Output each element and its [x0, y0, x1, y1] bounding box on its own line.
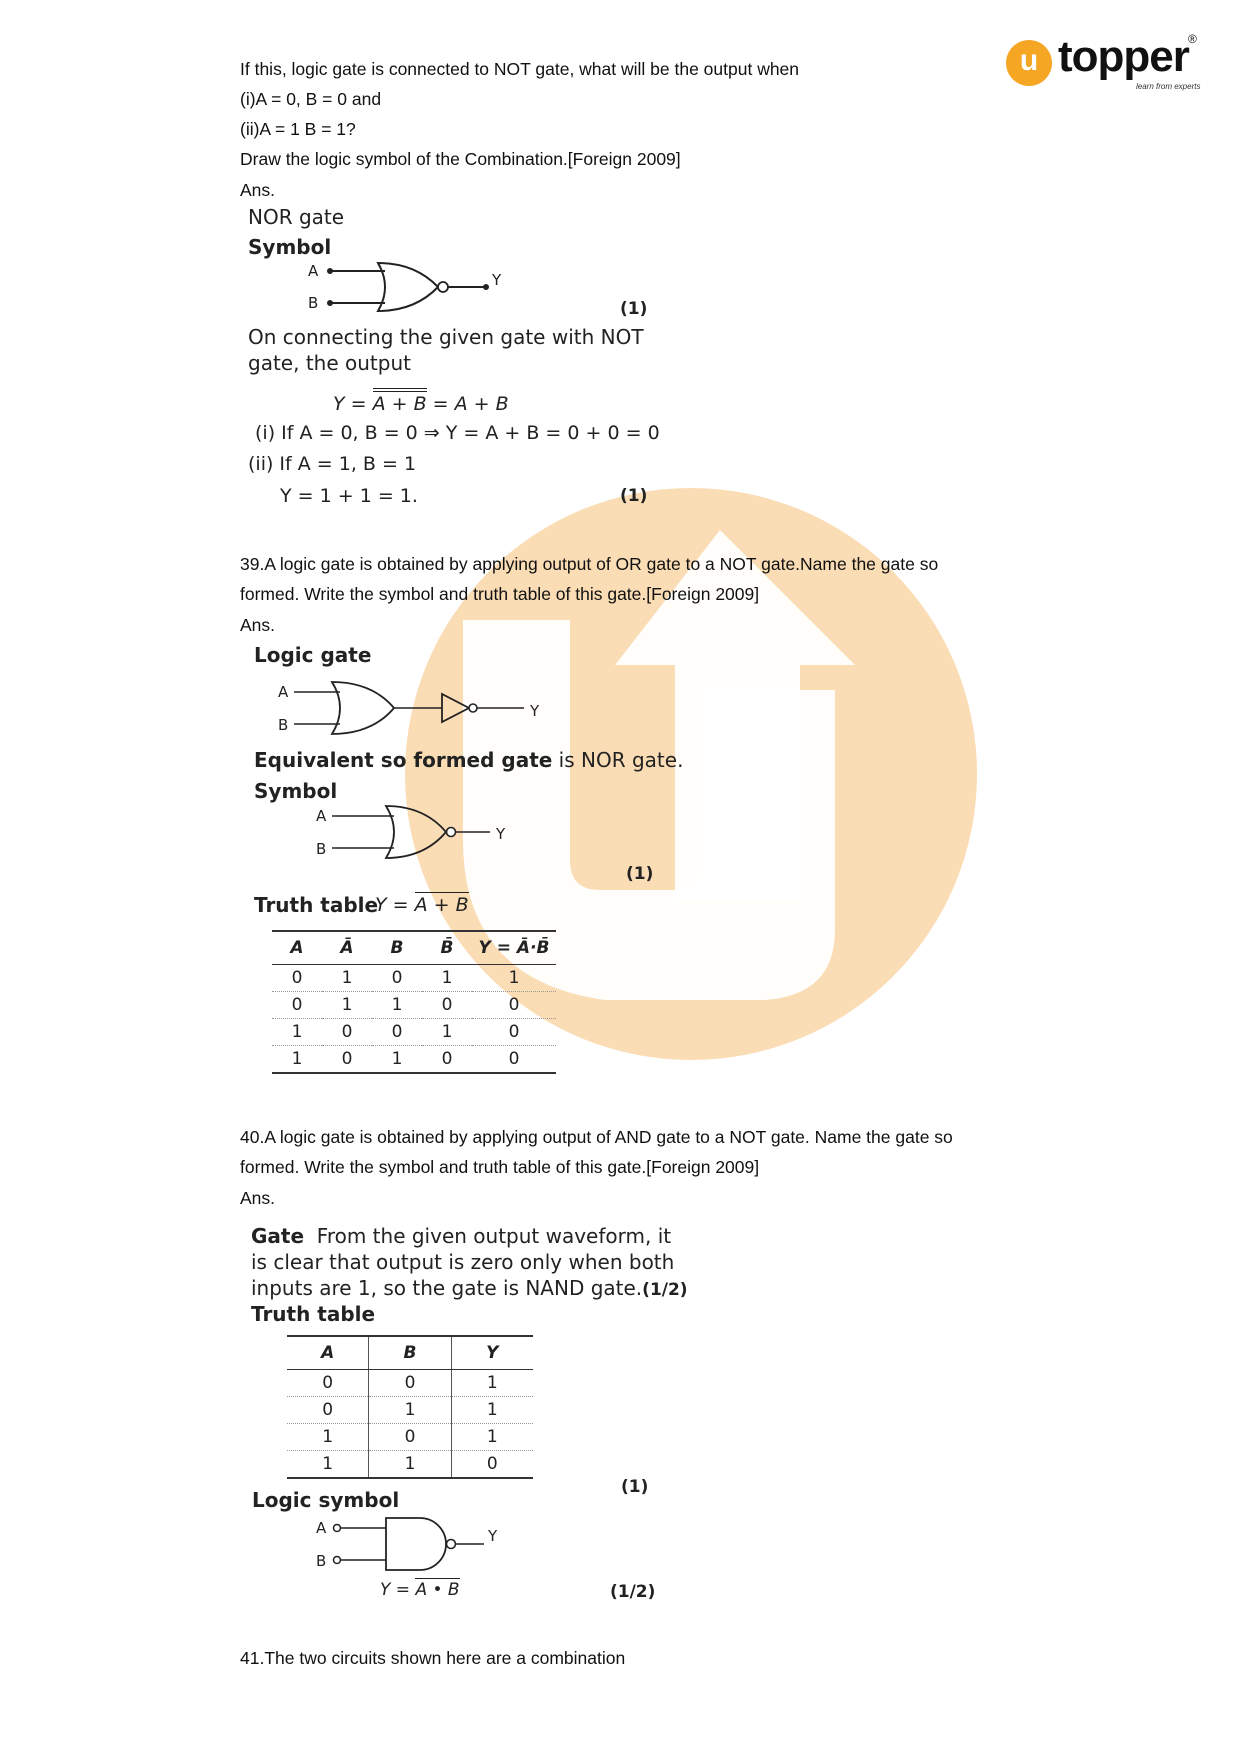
- q40-header-b: B: [369, 1336, 451, 1370]
- table-row: [287, 1451, 533, 1479]
- q38-eq-expr: A + B: [372, 393, 427, 415]
- q39-input-b-label: B: [278, 716, 289, 734]
- q40-line-1: 40.A logic gate is obtained by applying output of AND gate to a NOT gate. Name the gate so: [240, 1127, 953, 1147]
- q38-output-y-label: Y: [492, 271, 502, 289]
- table-cell: 1: [422, 965, 472, 992]
- table-cell: 0: [372, 965, 422, 992]
- logo-wordmark: topper: [1058, 32, 1189, 81]
- table-cell: 0: [472, 992, 556, 1019]
- q40-input-a-label: A: [316, 1519, 327, 1537]
- logo-registered: ®: [1188, 32, 1197, 46]
- q38-input-b-label: B: [308, 294, 319, 312]
- q39-nor-gate-symbol: [312, 802, 522, 862]
- q39-header-y: Y = Ā·B̄: [472, 931, 556, 965]
- q40-equation: [380, 1580, 460, 1600]
- q39-or-not-combination-symbol: [272, 676, 552, 736]
- q39-line-1: 39.A logic gate is obtained by applying output of OR gate to a NOT gate.Name the gate so: [240, 554, 939, 574]
- q38-nor-gate-symbol: [300, 258, 520, 318]
- table-cell: 1: [372, 1046, 422, 1074]
- q40-gate-text-1-body: From the given output waveform, it: [316, 1224, 672, 1248]
- q39-sym-input-b-label: B: [316, 840, 327, 858]
- q40-table-header-row: [287, 1336, 533, 1370]
- table-cell: 0: [369, 1424, 451, 1451]
- table-cell: 1: [369, 1451, 451, 1479]
- q41-line-1: 41.The two circuits shown here are a combination: [240, 1648, 626, 1668]
- table-cell: 1: [322, 965, 372, 992]
- q39-truth-table-eq: [375, 894, 469, 916]
- q40-eq-expr: A • B: [415, 1580, 460, 1600]
- q40-gate-text-3-body: inputs are 1, so the gate is NAND gate.: [251, 1276, 643, 1300]
- table-cell: 0: [372, 1019, 422, 1046]
- q38-input-a-label: A: [308, 262, 319, 280]
- q38-line-3: (ii)A = 1 B = 1?: [240, 119, 356, 139]
- table-row: [272, 992, 556, 1019]
- q38-case-1: (i) If A = 0, B = 0 ⇒ Y = A + B = 0 + 0 = 0: [255, 422, 660, 444]
- q40-input-b-label: B: [316, 1552, 327, 1570]
- q39-tt-eq-y: Y =: [375, 894, 415, 916]
- q39-tt-eq-expr: A + B: [414, 894, 469, 916]
- q38-line-2: (i)A = 0, B = 0 and: [240, 89, 382, 109]
- table-cell: 1: [472, 965, 556, 992]
- q40-eq-y: Y =: [380, 1580, 416, 1600]
- q40-output-y-label: Y: [488, 1527, 498, 1545]
- logo-tagline: learn from experts: [1136, 82, 1201, 91]
- q40-gate-label: Gate: [251, 1224, 305, 1248]
- q40-eq-mark: (1/2): [610, 1582, 656, 1602]
- table-cell: 1: [272, 1046, 322, 1074]
- q38-line-1: If this, logic gate is connected to NOT gate, what will be the output when: [240, 59, 800, 79]
- q40-logic-symbol-label: Logic symbol: [252, 1488, 400, 1512]
- q38-eq-y: Y =: [333, 393, 373, 415]
- q39-answer-title: Logic gate: [254, 643, 372, 667]
- table-cell: 0: [451, 1451, 533, 1479]
- q40-nand-gate-symbol: [312, 1512, 512, 1576]
- q39-header-a: A: [272, 931, 322, 965]
- q38-answer-title: NOR gate: [248, 205, 345, 229]
- q40-ans-label: Ans.: [240, 1188, 276, 1208]
- q38-mark-2: (1): [620, 486, 648, 506]
- table-cell: 1: [272, 1019, 322, 1046]
- q39-header-b-bar: B̄: [422, 931, 472, 965]
- table-cell: 0: [272, 965, 322, 992]
- q38-eq-double-bar: [373, 388, 427, 415]
- table-cell: 1: [451, 1370, 533, 1397]
- q39-equivalent-rest: is NOR gate.: [552, 748, 684, 772]
- q39-sym-output-y-label: Y: [496, 825, 506, 843]
- table-cell: 1: [287, 1424, 369, 1451]
- topper-logo: [1006, 32, 1216, 92]
- table-row: [287, 1397, 533, 1424]
- q40-truth-table-label: Truth table: [251, 1302, 376, 1326]
- q39-equivalent-text: [254, 748, 683, 772]
- table-cell: 0: [422, 992, 472, 1019]
- q39-truth-table: [272, 930, 556, 1074]
- table-row: [272, 1019, 556, 1046]
- q40-truth-table: [287, 1335, 533, 1479]
- q40-gate-text-1: [251, 1224, 671, 1248]
- q40-header-a: A: [287, 1336, 369, 1370]
- table-cell: 1: [451, 1424, 533, 1451]
- q38-case-2: (ii) If A = 1, B = 1: [248, 453, 417, 475]
- table-cell: 0: [287, 1370, 369, 1397]
- q39-table-header-row: [272, 931, 556, 965]
- table-cell: 1: [451, 1397, 533, 1424]
- logo-circle-icon: u: [1006, 40, 1052, 86]
- q38-symbol-label: Symbol: [248, 235, 332, 259]
- q40-table-mark: (1): [621, 1477, 649, 1497]
- q39-equivalent-bold: Equivalent so formed gate: [254, 748, 553, 772]
- q40-gate-text-2: is clear that output is zero only when both: [251, 1250, 675, 1274]
- q40-gate-text-3: [251, 1276, 688, 1300]
- table-cell: 0: [287, 1397, 369, 1424]
- q40-header-y: Y: [451, 1336, 533, 1370]
- table-cell: 0: [272, 992, 322, 1019]
- table-cell: 1: [372, 992, 422, 1019]
- table-cell: 0: [422, 1046, 472, 1074]
- table-cell: 0: [472, 1019, 556, 1046]
- q38-eq-rhs: = A + B: [426, 393, 509, 415]
- q39-ans-label: Ans.: [240, 615, 276, 635]
- q39-header-a-bar: Ā: [322, 931, 372, 965]
- table-row: [287, 1424, 533, 1451]
- table-row: [287, 1370, 533, 1397]
- q38-case-2b: Y = 1 + 1 = 1.: [280, 485, 418, 507]
- q39-header-b: B: [372, 931, 422, 965]
- q39-symbol-label: Symbol: [254, 779, 338, 803]
- table-cell: 0: [322, 1019, 372, 1046]
- table-row: [272, 965, 556, 992]
- table-cell: 0: [472, 1046, 556, 1074]
- table-cell: 0: [322, 1046, 372, 1074]
- table-cell: 1: [322, 992, 372, 1019]
- q38-line-4: Draw the logic symbol of the Combination.[Foreign 2009]: [240, 149, 681, 169]
- q39-line-2: formed. Write the symbol and truth table of this gate.[Foreign 2009]: [240, 584, 760, 604]
- table-cell: 1: [369, 1397, 451, 1424]
- q38-text-2: gate, the output: [248, 351, 411, 375]
- q39-truth-table-label: Truth table: [254, 893, 379, 917]
- table-row: [272, 1046, 556, 1074]
- q38-ans-label: Ans.: [240, 180, 276, 200]
- q40-line-2: formed. Write the symbol and truth table of this gate.[Foreign 2009]: [240, 1157, 760, 1177]
- q39-input-a-label: A: [278, 683, 289, 701]
- q39-output-y-label: Y: [530, 702, 540, 720]
- table-cell: 1: [287, 1451, 369, 1479]
- q38-text-1: On connecting the given gate with NOT: [248, 325, 644, 349]
- q39-sym-input-a-label: A: [316, 807, 327, 825]
- q39-mark: (1): [626, 864, 654, 884]
- table-cell: 0: [369, 1370, 451, 1397]
- table-cell: 1: [422, 1019, 472, 1046]
- q40-gate-mark: (1/2): [642, 1280, 688, 1300]
- q38-mark-1: (1): [620, 299, 648, 319]
- q38-equation: [333, 388, 509, 415]
